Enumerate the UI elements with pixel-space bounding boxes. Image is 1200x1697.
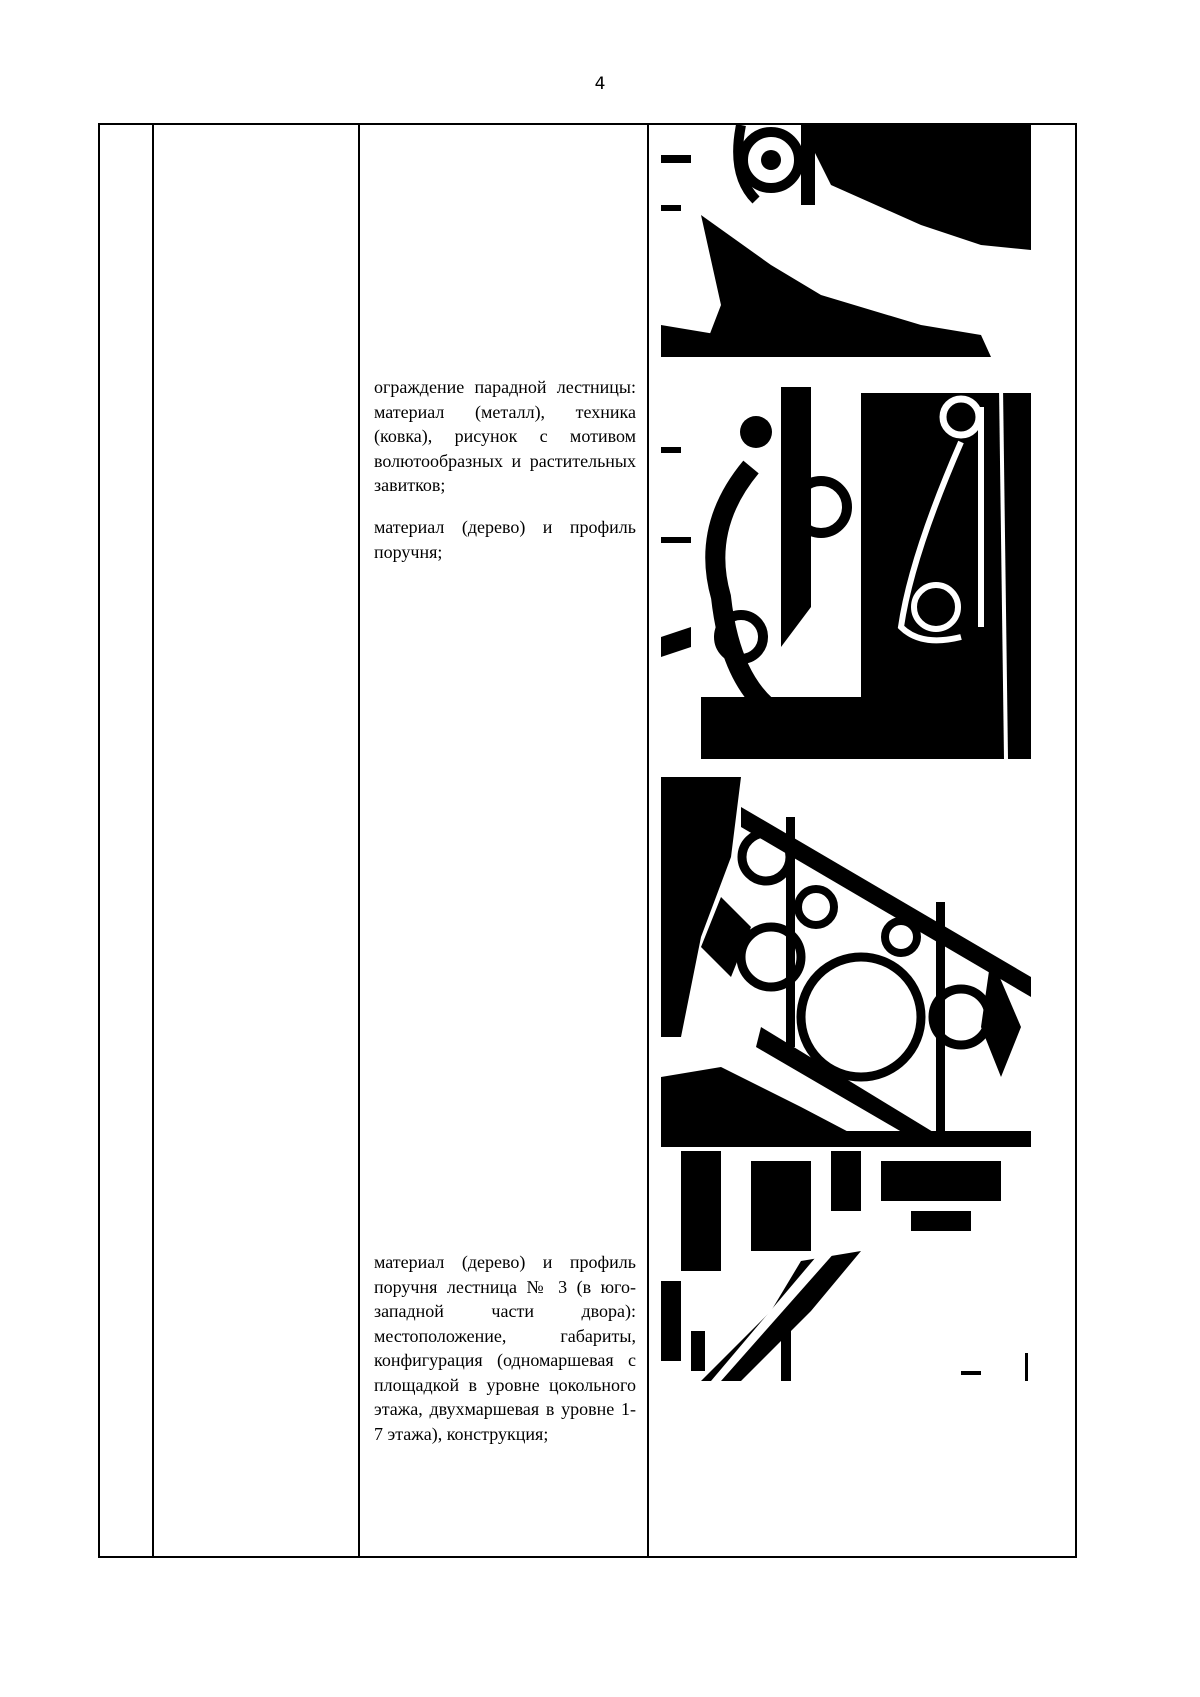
photo-railing-volutes-pair bbox=[661, 387, 1031, 759]
paragraph-handrail: материал (дерево) и профиль поручня; bbox=[374, 517, 636, 562]
photo-stair-steps bbox=[661, 125, 1031, 357]
photo-railing-scrolls bbox=[661, 777, 1031, 1149]
cell-description bbox=[359, 124, 648, 1557]
content-table bbox=[98, 123, 1077, 1558]
page-number: 4 bbox=[594, 74, 606, 94]
cell-number bbox=[99, 124, 153, 1557]
cell-name bbox=[153, 124, 359, 1557]
table-row bbox=[99, 124, 1076, 1557]
photo-stairwell-rail bbox=[661, 1131, 1031, 1381]
cell-images bbox=[648, 124, 1076, 1557]
paragraph-staircase-3: материал (дерево) и профиль поручня лестница № 3 (в юго-западной части двора): местоположение, габариты, конфигурация (одномаршевая с площадкой в уровне цокольного этажа, двухмаршевая в уровне 1-7 этажа), конструкция; bbox=[374, 1252, 636, 1444]
paragraph-railing: ограждение парадной лестницы: материал (металл), техника (ковка), рисунок с мотивом волютообразных и растительных завитков; bbox=[374, 377, 636, 495]
